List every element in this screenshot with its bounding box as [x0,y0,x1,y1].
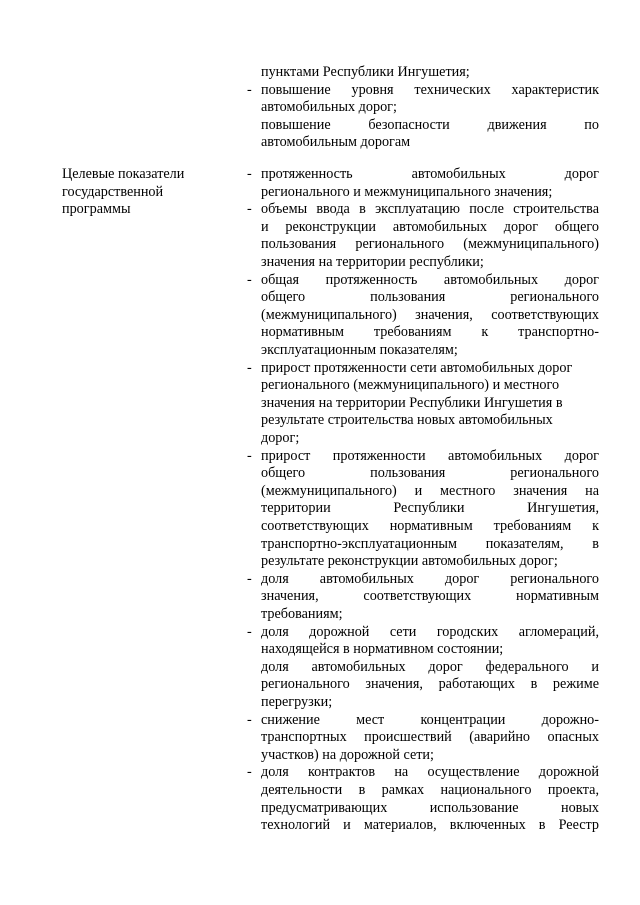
text-line: регионального и межмуниципального значения; [261,183,553,200]
text-line: значения, соответствующих нормативным [261,588,599,605]
text-line: прирост протяженности сети автомобильных дорог [261,359,573,376]
text-line-row [261,82,599,100]
text-line: автомобильных дорог; [261,99,397,116]
text-line-row [261,571,599,589]
text-line: нормативным требованиям к транспортно- [261,324,599,341]
text-line: участков) на дорожной сети; [261,746,434,763]
text-line: доля контрактов на осуществление дорожной [261,764,599,781]
text-line-row [261,518,599,536]
text-line-row [261,377,599,395]
section-label-line: Целевые показатели [62,166,185,182]
list-dash: - [247,81,252,98]
text-line: результате строительства новых автомобильных [261,412,553,429]
text-line: эксплуатационным показателям; [261,342,458,358]
text-line-row [261,729,599,747]
text-line-row [261,536,599,554]
text-line: общего пользования регионального [261,465,599,482]
list-dash: - [247,623,252,640]
text-line-row [261,184,599,202]
list-dash: - [247,166,252,182]
list-dash: - [247,359,252,376]
text-line-row [261,342,599,360]
text-line-row [261,694,599,712]
text-line-row [261,360,599,378]
text-line-row [261,641,599,659]
text-line-row [261,289,599,307]
text-line-row [261,395,599,413]
text-line-row [261,553,599,571]
text-line: общая протяженность автомобильных дорог [261,271,599,288]
text-line-row [261,134,599,152]
text-line: результате реконструкции автомобильных дорог; [261,553,558,570]
text-line: деятельности в рамках национального проекта, [261,782,599,798]
text-line-row [261,712,599,730]
text-line-row [261,236,599,254]
text-line-row [261,117,599,135]
text-line-row [261,659,599,677]
text-line: регионального (межмуниципального) и местного [261,377,560,394]
text-line: протяженность автомобильных дорог [261,166,599,182]
text-line-row [261,430,599,448]
text-line-row [261,99,599,117]
section-label-line: государственной [62,183,164,200]
text-line-row [261,764,599,782]
text-line: предусматривающих использование новых [261,799,599,816]
list-dash: - [247,271,252,288]
text-line-row [261,201,599,219]
text-line: значения на территории Республики Ингушетия в [261,394,563,411]
text-line-row [261,676,599,694]
text-line: пунктами Республики Ингушетия; [261,64,470,80]
list-dash: - [247,711,252,728]
text-line: повышение уровня технических характеристик [261,81,599,98]
text-line-row [261,465,599,483]
text-line: общего пользования регионального [261,289,599,306]
list-dash: - [247,447,252,464]
text-line-row [261,307,599,325]
text-line: регионального значения, работающих в режиме [261,676,599,693]
text-line-row [261,448,599,466]
text-line-row [261,800,599,818]
text-line: прирост протяженности автомобильных дорог [261,447,599,464]
text-line: территории Республики Ингушетия, [261,500,599,517]
list-dash: - [247,201,252,218]
text-line-row [261,817,599,835]
text-line-row [261,412,599,430]
text-line: перегрузки; [261,694,333,710]
text-line: дорог; [261,430,300,446]
text-line: доля автомобильных дорог федерального и [261,658,599,675]
list-dash: - [247,570,252,587]
text-line: объемы ввода в эксплуатацию после строительства [261,201,599,218]
text-line: автомобильным дорогам [261,134,411,151]
text-line-row [261,324,599,342]
text-line: повышение безопасности движения по [261,116,599,133]
text-line-row [261,219,599,237]
text-line-row [261,64,599,82]
text-line: технологий и материалов, включенных в Реестр [261,817,599,834]
text-line: значения на территории республики; [261,254,484,270]
text-line-row [261,254,599,272]
text-line-row [261,166,599,184]
list-dash: - [247,764,252,781]
text-line: и реконструкции автомобильных дорог общего [261,218,599,235]
text-line-row [261,483,599,501]
text-line: доля дорожной сети городских агломераций, [261,623,599,640]
text-line-row [261,606,599,624]
text-line-row [261,747,599,765]
text-line-row [261,500,599,518]
text-line: доля автомобильных дорог регионального [261,570,599,587]
text-line-row [261,272,599,290]
text-line: соответствующих нормативным требованиям к [261,518,599,534]
section-label-line: программы [62,201,131,218]
text-line: транспортных происшествий (аварийно опасных [261,729,599,746]
text-line: транспортно-эксплуатационным показателям, в [261,535,599,552]
text-line: требованиям; [261,606,343,622]
text-line-row [261,624,599,642]
text-line: (межмуниципального) значения, соответствующих [261,306,599,323]
text-line-row [261,782,599,800]
text-line: снижение мест концентрации дорожно- [261,711,599,728]
text-line: находящейся в нормативном состоянии; [261,641,504,658]
text-line: (межмуниципального) и местного значения на [261,482,599,499]
text-line-row [261,588,599,606]
text-line: пользования регионального (межмуниципального) [261,236,599,253]
